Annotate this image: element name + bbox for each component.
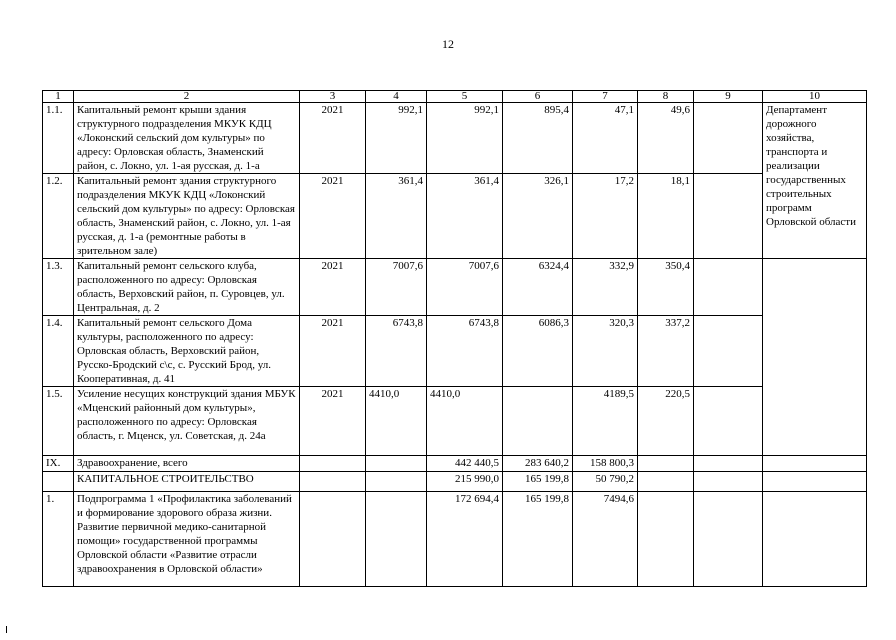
empty-cell [43,472,74,492]
row-name: Капитальный ремонт сельского клуба, расположенного по адресу: Орловская область, Верховский район, п. Суровцев, ул. Центральная, д. 2 [74,259,300,316]
row-col7: 47,1 [573,103,638,174]
column-header: 8 [638,91,694,103]
scan-mark [6,626,7,633]
row-col5: 4410,0 [427,387,503,456]
capital-row [43,472,867,492]
row-col8: 337,2 [638,316,694,387]
row-number: 1.3. [43,259,74,316]
empty-cell [300,492,366,587]
row-col4: 992,1 [366,103,427,174]
empty-cell [366,472,427,492]
program-col5: 172 694,4 [427,492,503,587]
capital-name: КАПИТАЛЬНОЕ СТРОИТЕЛЬСТВО [74,472,300,492]
column-header: 3 [300,91,366,103]
row-year: 2021 [300,387,366,456]
row-year: 2021 [300,174,366,259]
section-name: Здравоохранение, всего [74,456,300,472]
section-row [43,456,867,472]
row-col9 [694,259,763,316]
row-col9 [694,316,763,387]
row-col7: 17,2 [573,174,638,259]
row-col8: 49,6 [638,103,694,174]
table-row [43,174,867,259]
table-row [43,387,867,456]
row-number: 1.4. [43,316,74,387]
row-number: 1.2. [43,174,74,259]
program-row [43,492,867,587]
empty-cell [638,472,694,492]
row-col5: 992,1 [427,103,503,174]
row-year: 2021 [300,259,366,316]
row-col5: 6743,8 [427,316,503,387]
row-number: 1.5. [43,387,74,456]
empty-cell [763,472,867,492]
empty-cell [300,472,366,492]
column-header: 6 [503,91,573,103]
row-col6 [503,387,573,456]
column-header: 10 [763,91,867,103]
column-header: 1 [43,91,74,103]
row-col9 [694,387,763,456]
empty-cell [694,456,763,472]
row-year: 2021 [300,103,366,174]
row-col5: 361,4 [427,174,503,259]
row-col9 [694,174,763,259]
empty-cell [300,456,366,472]
row-col6: 895,4 [503,103,573,174]
empty-cell [638,492,694,587]
empty-cell [366,492,427,587]
column-header: 9 [694,91,763,103]
row-col7: 4189,5 [573,387,638,456]
page-number: 12 [442,37,454,51]
table-row [43,259,867,316]
row-col6: 6324,4 [503,259,573,316]
row-col6: 326,1 [503,174,573,259]
section-col5: 442 440,5 [427,456,503,472]
table-row [43,103,867,174]
department-empty-cell [763,259,867,456]
row-col4: 361,4 [366,174,427,259]
program-number: 1. [43,492,74,587]
row-col8: 220,5 [638,387,694,456]
row-col9 [694,103,763,174]
row-col4: 6743,8 [366,316,427,387]
section-col6: 283 640,2 [503,456,573,472]
row-name: Капитальный ремонт крыши здания структурного подразделения МКУК КДЦ «Локонский сельский дом культуры» по адресу: Орловская область, Знаменский район, с. Локно, ул. 1-ая русская, д. 1-а [74,103,300,174]
capital-col7: 50 790,2 [573,472,638,492]
capital-col6: 165 199,8 [503,472,573,492]
row-col4: 7007,6 [366,259,427,316]
column-number-row [43,91,867,103]
empty-cell [763,456,867,472]
row-name: Капитальный ремонт сельского Дома культуры, расположенного по адресу: Орловская область, Верховский район, Русско-Бродский с\с, с. Русский Брод, ул. Кооперативная, д. 41 [74,316,300,387]
row-col7: 332,9 [573,259,638,316]
row-name: Капитальный ремонт здания структурного подразделения МКУК КДЦ «Локонский сельский дом культуры» по адресу: Орловская область, Знаменский район, с. Локно, ул. 1-ая русская, д. 1-а (ремонтные работы в зрительном зале) [74,174,300,259]
row-name: Усиление несущих конструкций здания МБУК «Мценский районный дом культуры», расположенного по адресу: Орловская область, г. Мценск, ул. Советская, д. 24а [74,387,300,456]
empty-cell [366,456,427,472]
program-col6: 165 199,8 [503,492,573,587]
section-number: IX. [43,456,74,472]
column-header: 2 [74,91,300,103]
section-col7: 158 800,3 [573,456,638,472]
column-header: 5 [427,91,503,103]
department-cell: Департамент дорожного хозяйства, транспорта и реализации государственных строительных программ Орловской области [763,103,867,259]
column-header: 7 [573,91,638,103]
budget-table [42,90,867,587]
row-col6: 6086,3 [503,316,573,387]
column-header: 4 [366,91,427,103]
row-col4: 4410,0 [366,387,427,456]
table-row [43,316,867,387]
row-col8: 350,4 [638,259,694,316]
program-col7: 7494,6 [573,492,638,587]
capital-col5: 215 990,0 [427,472,503,492]
program-name: Подпрограмма 1 «Профилактика заболеваний и формирование здорового образа жизни. Развитие первичной медико-санитарной помощи» государственной программы Орловской области «Развитие отрасли здравоохранения в Орловской области» [74,492,300,587]
row-col5: 7007,6 [427,259,503,316]
row-year: 2021 [300,316,366,387]
empty-cell [694,492,763,587]
empty-cell [763,492,867,587]
empty-cell [638,456,694,472]
row-number: 1.1. [43,103,74,174]
row-col7: 320,3 [573,316,638,387]
empty-cell [694,472,763,492]
row-col8: 18,1 [638,174,694,259]
